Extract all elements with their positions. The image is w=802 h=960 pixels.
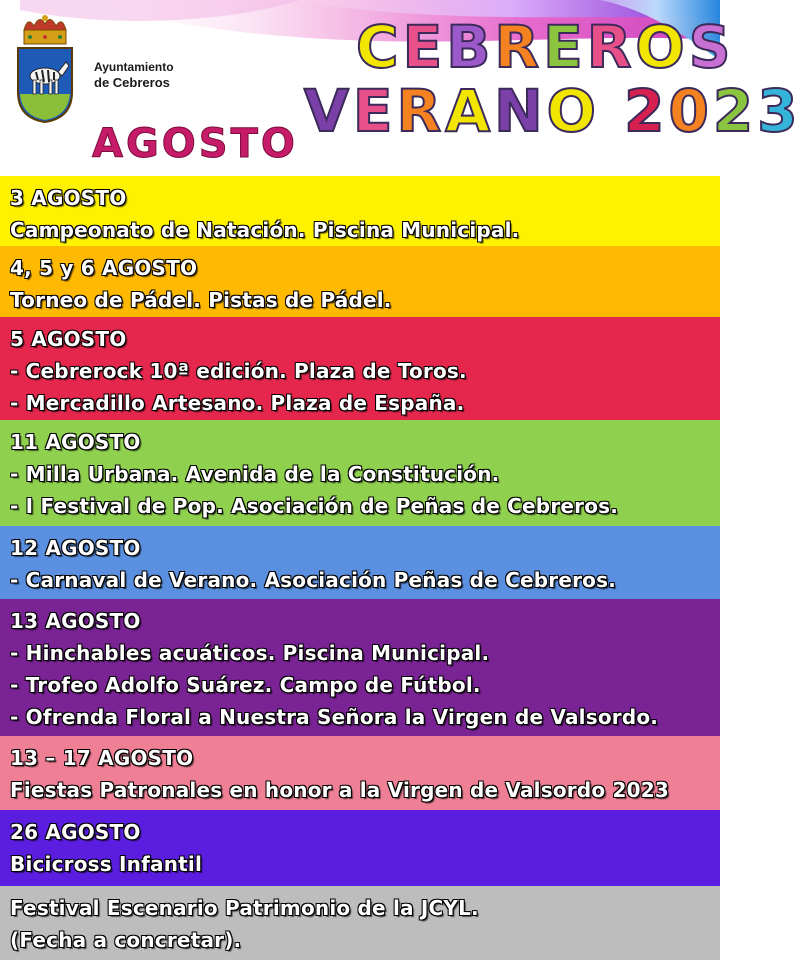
title-letter: O bbox=[635, 13, 689, 81]
town-name bbox=[94, 60, 174, 90]
title-letter: 0 bbox=[668, 77, 713, 145]
event-block bbox=[0, 246, 720, 317]
event-date: 26 AGOSTO bbox=[10, 820, 141, 844]
event-date: 5 AGOSTO bbox=[10, 327, 127, 351]
event-description: - Mercadillo Artesano. Plaza de España. bbox=[10, 391, 465, 415]
event-date: 13 – 17 AGOSTO bbox=[10, 746, 194, 770]
event-description: Campeonato de Natación. Piscina Municipal. bbox=[10, 218, 520, 242]
title-letter: E bbox=[402, 13, 447, 81]
event-date: 11 AGOSTO bbox=[10, 430, 141, 454]
event-block bbox=[0, 317, 720, 420]
event-block bbox=[0, 810, 720, 886]
title-letter: 2 bbox=[624, 77, 669, 145]
event-date: 3 AGOSTO bbox=[10, 186, 127, 210]
month-heading: AGOSTO bbox=[92, 121, 298, 167]
title-letter: 2 bbox=[712, 77, 758, 145]
event-description: - Hinchables acuáticos. Piscina Municipal. bbox=[10, 641, 490, 665]
poster-header bbox=[0, 0, 802, 176]
event-description: Torneo de Pádel. Pistas de Pádel. bbox=[10, 288, 392, 312]
event-description: Bicicross Infantil bbox=[10, 852, 203, 876]
title-letter: 3 bbox=[757, 77, 802, 145]
title-letter: N bbox=[494, 77, 547, 145]
title-letter: O bbox=[546, 77, 600, 145]
event-description: - Cebrerock 10ª edición. Plaza de Toros. bbox=[10, 359, 467, 383]
event-description: - I Festival de Pop. Asociación de Peñas de Cebreros. bbox=[10, 494, 619, 518]
logo-line-1: Ayuntamiento bbox=[94, 60, 174, 74]
event-block bbox=[0, 420, 720, 526]
event-block bbox=[0, 526, 720, 599]
title-letter: C bbox=[356, 13, 403, 81]
event-description: - Trofeo Adolfo Suárez. Campo de Fútbol. bbox=[10, 673, 481, 697]
title-letter: R bbox=[586, 13, 636, 81]
title-letter: V bbox=[304, 77, 353, 145]
event-date: 4, 5 y 6 AGOSTO bbox=[10, 256, 198, 280]
title-letter: E bbox=[352, 77, 397, 145]
event-date: 12 AGOSTO bbox=[10, 536, 141, 560]
title-letter: B bbox=[446, 13, 495, 81]
title-letter: S bbox=[688, 13, 735, 81]
town-logo bbox=[14, 14, 174, 124]
logo-line-2: de Cebreros bbox=[94, 75, 170, 90]
title-letter: R bbox=[396, 77, 446, 145]
event-block bbox=[0, 736, 720, 810]
event-description: - Ofrenda Floral a Nuestra Señora la Virgen de Valsordo. bbox=[10, 705, 659, 729]
coat-of-arms-icon bbox=[14, 14, 76, 124]
title-letter bbox=[600, 77, 624, 145]
title-letter: E bbox=[543, 13, 587, 81]
title-letter: R bbox=[494, 13, 544, 81]
event-date: 13 AGOSTO bbox=[10, 609, 141, 633]
title-season-year bbox=[304, 78, 802, 144]
event-description: Fiestas Patronales en honor a la Virgen de Valsordo 2023 bbox=[10, 778, 669, 802]
event-description: (Fecha a concretar). bbox=[10, 928, 242, 952]
event-block bbox=[0, 176, 720, 246]
event-description: - Milla Urbana. Avenida de la Constitución. bbox=[10, 462, 500, 486]
title-town bbox=[356, 14, 734, 80]
event-block bbox=[0, 599, 720, 736]
title-letter: A bbox=[445, 77, 495, 145]
event-description: Festival Escenario Patrimonio de la JCYL. bbox=[10, 896, 479, 920]
event-block bbox=[0, 886, 720, 960]
event-description: - Carnaval de Verano. Asociación Peñas de Cebreros. bbox=[10, 568, 617, 592]
